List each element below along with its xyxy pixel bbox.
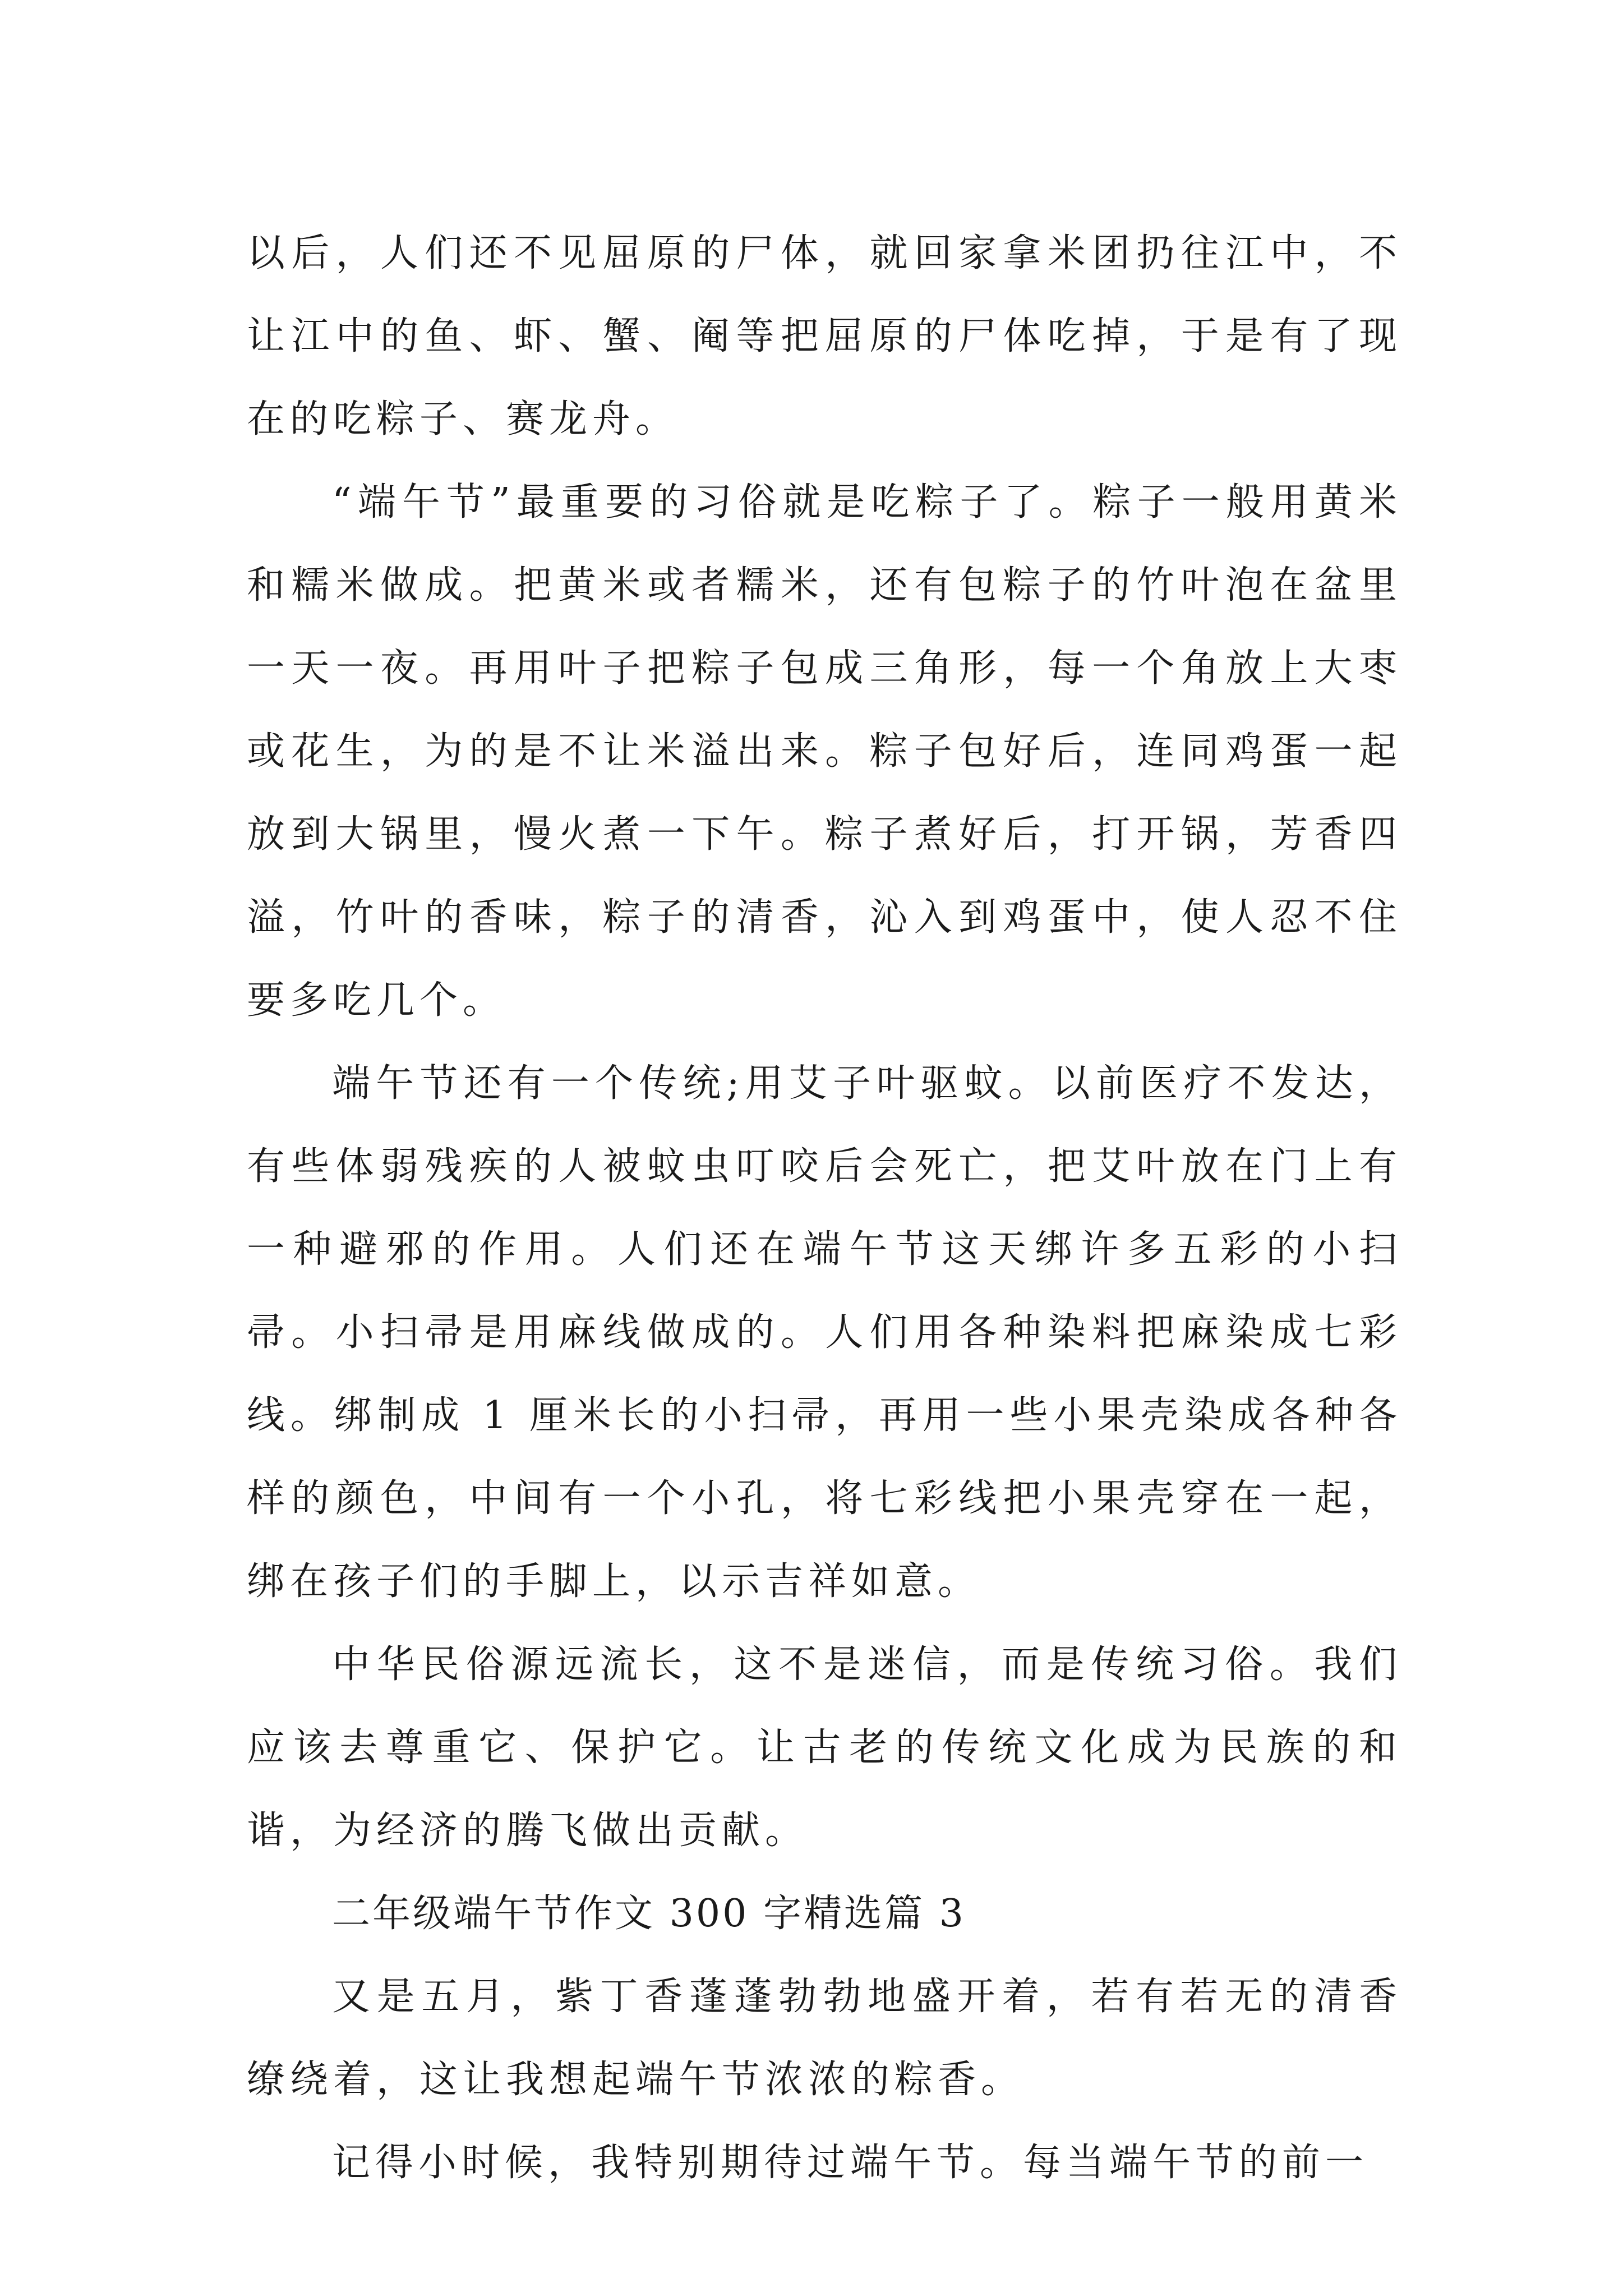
paragraph-mugwort: 端午节还有一个传统;用艾子叶驱蚊。以前医疗不发达，有些体弱残疾的人被蚊虫叮咬后会死亡，把艾叶放在门上有一种避邪的作用。人们还在端午节这天绑许多五彩的小扫帚。小扫帚是用麻线做成的。人们用各种染料把麻染成七彩线。绑制成 1 厘米长的小扫帚，再用一些小果壳染成各种各样的颜色，中间有一个小孔，将七彩线把小果壳穿在一起，绑在孩子们的手脚上，以示吉祥如意。 bbox=[247, 1061, 1402, 1604]
paragraph-zongzi: “端午节”最重要的习俗就是吃粽子了。粽子一般用黄米和糯米做成。把黄米或者糯米，还有包粽子的竹叶泡在盆里一天一夜。再用叶子把粽子包成三角形，每一个角放上大枣或花生，为的是不让米溢出来。粽子包好后，连同鸡蛋一起放到大锅里，慢火煮一下午。粽子煮好后，打开锅，芳香四溢，竹叶的香味，粽子的清香，沁入到鸡蛋中，使人忍不住要多吃几个。 bbox=[247, 480, 1402, 1023]
section-heading: 二年级端午节作文 300 字精选篇 3 bbox=[332, 1892, 966, 1936]
document-body bbox=[247, 212, 1402, 2205]
paragraph-continued: 以后，人们还不见屈原的尸体，就回家拿米团扔往江中，不让江中的鱼、虾、蟹、阉等把屈原的尸体吃掉，于是有了现在的吃粽子、赛龙舟。 bbox=[247, 231, 1402, 441]
paragraph-may: 又是五月，紫丁香蓬蓬勃勃地盛开着，若有若无的清香缭绕着，这让我想起端午节浓浓的粽香。 bbox=[247, 1975, 1402, 2102]
paragraph-custom: 中华民俗源远流长，这不是迷信，而是传统习俗。我们应该去尊重它、保护它。让古老的传统文化成为民族的和谐，为经济的腾飞做出贡献。 bbox=[247, 1642, 1402, 1853]
paragraph-childhood: 记得小时候，我特别期待过端午节。每当端午节的前一 bbox=[332, 2141, 1369, 2185]
